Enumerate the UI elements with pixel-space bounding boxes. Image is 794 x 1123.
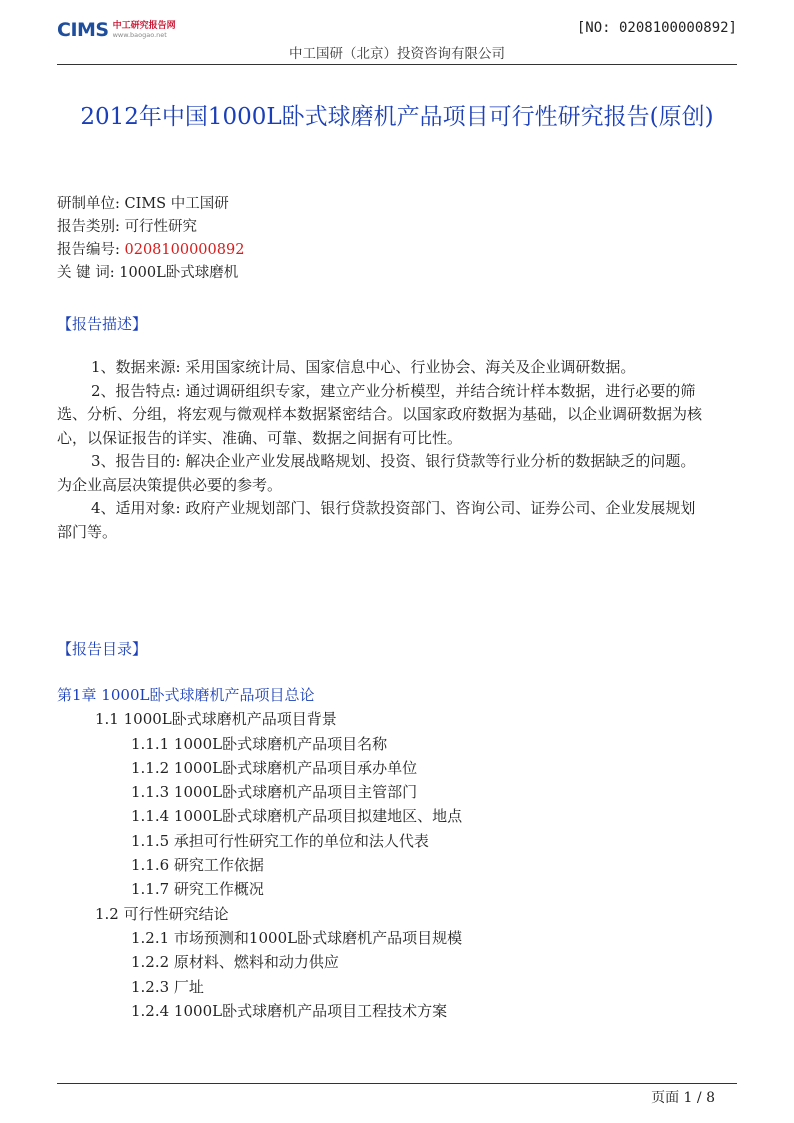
- logo-mark: CIMS: [57, 19, 109, 41]
- meta-value: 可行性研究: [124, 219, 197, 235]
- toc-subsection[interactable]: 1.1.5 承担可行性研究工作的单位和法人代表: [131, 831, 429, 850]
- toc-subsection[interactable]: 1.1.1 1000L卧式球磨机产品项目名称: [131, 734, 388, 753]
- toc-subsection[interactable]: 1.2.4 1000L卧式球磨机产品项目工程技术方案: [131, 1001, 448, 1020]
- description-paragraph: 2、报告特点: 通过调研组织专家，建立产业分析模型，并结合统计样本数据，进行必要的筛选、分析、分组，将宏观与微观样本数据紧密结合。以国家政府数据为基础，以企业调研数据为核心，以保证报告的详实、准确、可靠、数据之间据有可比性。: [57, 381, 703, 447]
- description-paragraph: 1、数据来源: 采用国家统计局、国家信息中心、行业协会、海关及企业调研数据。: [91, 358, 636, 376]
- report-title: 2012年中国1000L卧式球磨机产品项目可行性研究报告(原创): [80, 104, 714, 130]
- table-of-contents: [57, 683, 462, 1023]
- toc-subsection[interactable]: 1.1.6 研究工作依据: [131, 856, 264, 875]
- meta-value: 1000L卧式球磨机: [119, 265, 239, 281]
- footer-divider: [57, 1083, 737, 1084]
- report-number-header: [NO: 0208100000892]: [576, 20, 737, 36]
- description-paragraph: 4、适用对象: 政府产业规划部门、银行贷款投资部门、咨询公司、证券公司、企业发展规划部门等。: [57, 499, 696, 541]
- toc-subsection[interactable]: 1.1.7 研究工作概况: [131, 880, 264, 899]
- meta-label: 关 键 词:: [57, 265, 120, 281]
- toc-subsection[interactable]: 1.1.2 1000L卧式球磨机产品项目承办单位: [131, 758, 418, 777]
- meta-label: 报告编号:: [57, 242, 125, 258]
- meta-value: CIMS 中工国研: [124, 196, 229, 212]
- header-company: 中工国研（北京）投资咨询有限公司: [289, 46, 505, 62]
- toc-chapter[interactable]: 第1章 1000L卧式球磨机产品项目总论: [57, 686, 315, 704]
- meta-row-number: [57, 239, 244, 262]
- toc-subsection[interactable]: 1.1.3 1000L卧式球磨机产品项目主管部门: [131, 783, 418, 802]
- toc-section[interactable]: 1.2 可行性研究结论: [95, 904, 229, 923]
- description-paragraph: 3、报告目的: 解决企业产业发展战略规划、投资、银行贷款等行业分析的数据缺乏的问题。为企业高层决策提供必要的参考。: [57, 452, 696, 494]
- page-indicator: 页面 1 / 8: [651, 1090, 715, 1106]
- toc-subsection[interactable]: 1.2.3 厂址: [131, 977, 204, 996]
- logo-url-text: www.baogao.net: [112, 30, 167, 39]
- meta-row-category: [57, 216, 244, 239]
- meta-label: 报告类别:: [57, 219, 125, 235]
- description-heading: 【报告描述】: [57, 315, 148, 333]
- toc-subsection[interactable]: 1.2.2 原材料、燃料和动力供应: [131, 953, 339, 972]
- toc-heading: 【报告目录】: [57, 640, 148, 658]
- cims-logo[interactable]: [57, 19, 176, 41]
- report-number-link[interactable]: 0208100000892: [124, 242, 245, 258]
- meta-label: 研制单位:: [57, 196, 125, 212]
- header-divider: [57, 64, 737, 65]
- logo-cn-text: 中工研究报告网: [112, 20, 176, 31]
- meta-row-unit: [57, 193, 244, 216]
- toc-subsection[interactable]: 1.2.1 市场预测和1000L卧式球磨机产品项目规模: [131, 928, 463, 947]
- toc-subsection[interactable]: 1.1.4 1000L卧式球磨机产品项目拟建地区、地点: [131, 807, 463, 826]
- report-meta: [57, 193, 244, 285]
- description-body: [57, 356, 705, 544]
- meta-row-keywords: [57, 262, 244, 285]
- toc-section[interactable]: 1.1 1000L卧式球磨机产品项目背景: [95, 710, 337, 729]
